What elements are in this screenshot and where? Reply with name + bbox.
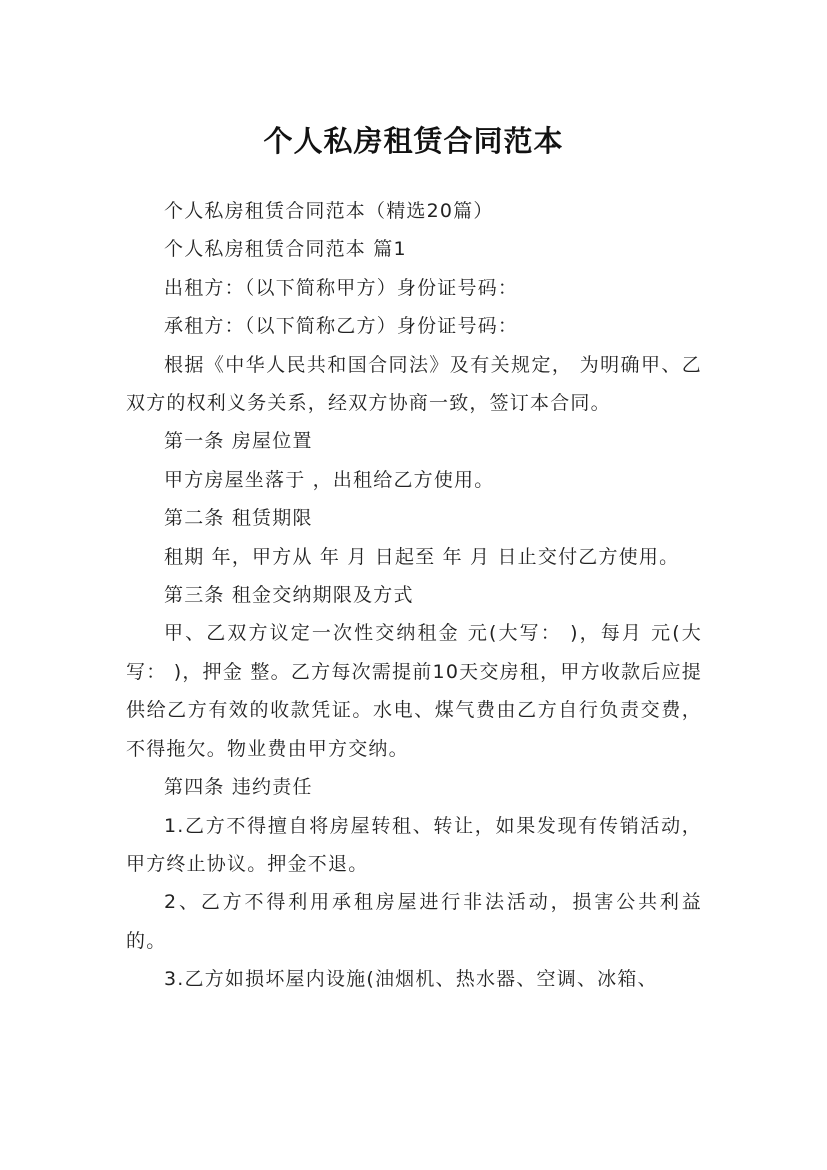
paragraph-rent: 甲、乙双方议定一次性交纳租金 元(大写： )，每月 元(大写： )，押金 整。乙方每次需提前10天交房租，甲方收款后应提供给乙方有效的收款凭证。水电、煤气费由乙方自行负责交费，不得拖欠。物业费由甲方交纳。 xyxy=(126,622,702,760)
paragraph-lessor: 出租方：（以下简称甲方）身份证号码： xyxy=(164,276,519,299)
paragraph-subtitle: 个人私房租赁合同范本（精选20篇） xyxy=(164,200,494,222)
paragraph-breach-3: 3.乙方如损坏屋内设施(油烟机、热水器、空调、冰箱、 xyxy=(164,968,658,991)
section-heading-4: 第四条 违约责任 xyxy=(164,776,313,799)
paragraph-lessee: 承租方：（以下简称乙方）身份证号码： xyxy=(164,315,519,338)
paragraph-breach-1: 1.乙方不得擅自将房屋转租、转让，如果发现有传销活动，甲方终止协议。押金不退。 xyxy=(126,814,702,875)
document-body xyxy=(126,192,702,999)
paragraph-term: 租期 年，甲方从 年 月 日起至 年 月 日止交付乙方使用。 xyxy=(164,545,680,568)
document-title: 个人私房租赁合同范本 xyxy=(263,124,564,159)
paragraph-breach-2: 2、乙方不得利用承租房屋进行非法活动，损害公共利益的。 xyxy=(126,891,702,952)
paragraph-location: 甲方房屋坐落于 ，出租给乙方使用。 xyxy=(164,468,495,491)
paragraph-article-heading: 个人私房租赁合同范本 篇1 xyxy=(164,238,407,261)
section-heading-3: 第三条 租金交纳期限及方式 xyxy=(164,584,414,607)
paragraph-preamble: 根据《中华人民共和国合同法》及有关规定， 为明确甲、乙双方的权利义务关系，经双方协商一致，签订本合同。 xyxy=(126,353,702,415)
section-heading-1: 第一条 房屋位置 xyxy=(164,430,313,453)
section-heading-2: 第二条 租赁期限 xyxy=(164,507,313,530)
